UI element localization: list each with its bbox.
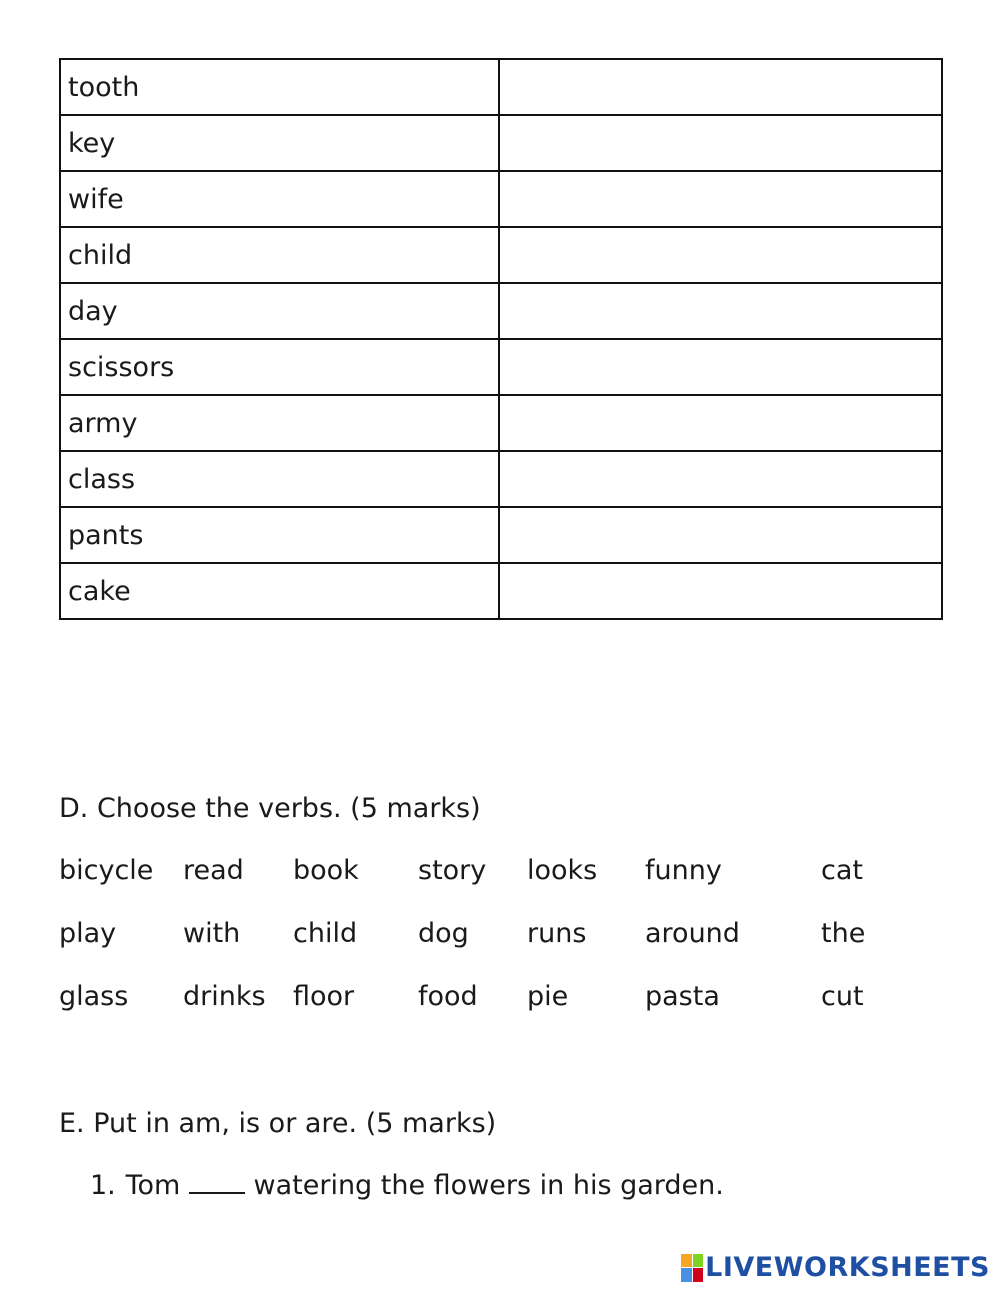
plural-answer-cell	[499, 283, 942, 339]
plural-answer-input[interactable]	[500, 172, 941, 226]
plural-answer-cell	[499, 227, 942, 283]
question-text-before: Tom	[125, 1170, 181, 1201]
singular-word: tooth	[60, 59, 499, 115]
section-d-heading: D. Choose the verbs. (5 marks)	[59, 793, 481, 824]
section-e-heading: E. Put in am, is or are. (5 marks)	[59, 1108, 497, 1139]
plural-answer-input[interactable]	[500, 116, 941, 170]
plural-answer-cell	[499, 563, 942, 619]
verb-choice-word[interactable]: with	[183, 918, 241, 949]
table-row	[60, 115, 942, 171]
question-text-after: watering the flowers in his garden.	[253, 1170, 724, 1201]
plural-answer-input[interactable]	[500, 228, 941, 282]
plural-answer-cell	[499, 115, 942, 171]
answer-blank[interactable]	[189, 1170, 245, 1194]
singular-word: wife	[60, 171, 499, 227]
verb-choice-word[interactable]: runs	[527, 918, 587, 949]
question-1	[90, 1170, 724, 1201]
verb-choice-word[interactable]: around	[645, 918, 740, 949]
verb-choice-word[interactable]: read	[183, 855, 244, 886]
plural-answer-input[interactable]	[500, 452, 941, 506]
table-row	[60, 563, 942, 619]
plural-answer-cell	[499, 171, 942, 227]
verb-choice-word[interactable]: food	[418, 981, 478, 1012]
singular-word: day	[60, 283, 499, 339]
verb-choice-word[interactable]: pie	[527, 981, 569, 1012]
verb-choice-word[interactable]: pasta	[645, 981, 720, 1012]
singular-word: scissors	[60, 339, 499, 395]
verb-choice-word[interactable]: bicycle	[59, 855, 154, 886]
verb-choice-word[interactable]: floor	[293, 981, 355, 1012]
table-row	[60, 507, 942, 563]
logo-icon	[681, 1254, 703, 1282]
verb-choice-word[interactable]: glass	[59, 981, 129, 1012]
verb-choice-word[interactable]: funny	[645, 855, 722, 886]
table-row	[60, 283, 942, 339]
table-row	[60, 227, 942, 283]
verb-choice-word[interactable]: child	[293, 918, 358, 949]
plural-answer-cell	[499, 451, 942, 507]
plural-answer-input[interactable]	[500, 508, 941, 562]
table-row	[60, 395, 942, 451]
verb-choice-word[interactable]: looks	[527, 855, 598, 886]
singular-word: pants	[60, 507, 499, 563]
singular-word: key	[60, 115, 499, 171]
verb-choice-word[interactable]: cut	[821, 981, 864, 1012]
plural-answer-input[interactable]	[500, 60, 941, 114]
verb-choice-word[interactable]: book	[293, 855, 359, 886]
plural-answer-cell	[499, 507, 942, 563]
plural-answer-cell	[499, 59, 942, 115]
plural-answer-input[interactable]	[500, 564, 941, 618]
singular-word: army	[60, 395, 499, 451]
verb-choice-word[interactable]: cat	[821, 855, 863, 886]
plural-answer-input[interactable]	[500, 340, 941, 394]
table-row	[60, 339, 942, 395]
table-row	[60, 451, 942, 507]
logo-text: LIVEWORKSHEETS	[705, 1252, 990, 1283]
verb-choice-word[interactable]: play	[59, 918, 117, 949]
liveworksheets-logo	[681, 1252, 990, 1283]
verb-choice-word[interactable]: the	[821, 918, 866, 949]
plural-words-table	[59, 58, 943, 620]
plural-answer-input[interactable]	[500, 396, 941, 450]
question-number: 1.	[90, 1170, 116, 1201]
verb-choice-word[interactable]: story	[418, 855, 487, 886]
plural-answer-input[interactable]	[500, 284, 941, 338]
singular-word: class	[60, 451, 499, 507]
table-row	[60, 59, 942, 115]
singular-word: child	[60, 227, 499, 283]
plural-answer-cell	[499, 395, 942, 451]
verb-choice-word[interactable]: dog	[418, 918, 469, 949]
verb-choice-word[interactable]: drinks	[183, 981, 266, 1012]
table-row	[60, 171, 942, 227]
plural-answer-cell	[499, 339, 942, 395]
singular-word: cake	[60, 563, 499, 619]
